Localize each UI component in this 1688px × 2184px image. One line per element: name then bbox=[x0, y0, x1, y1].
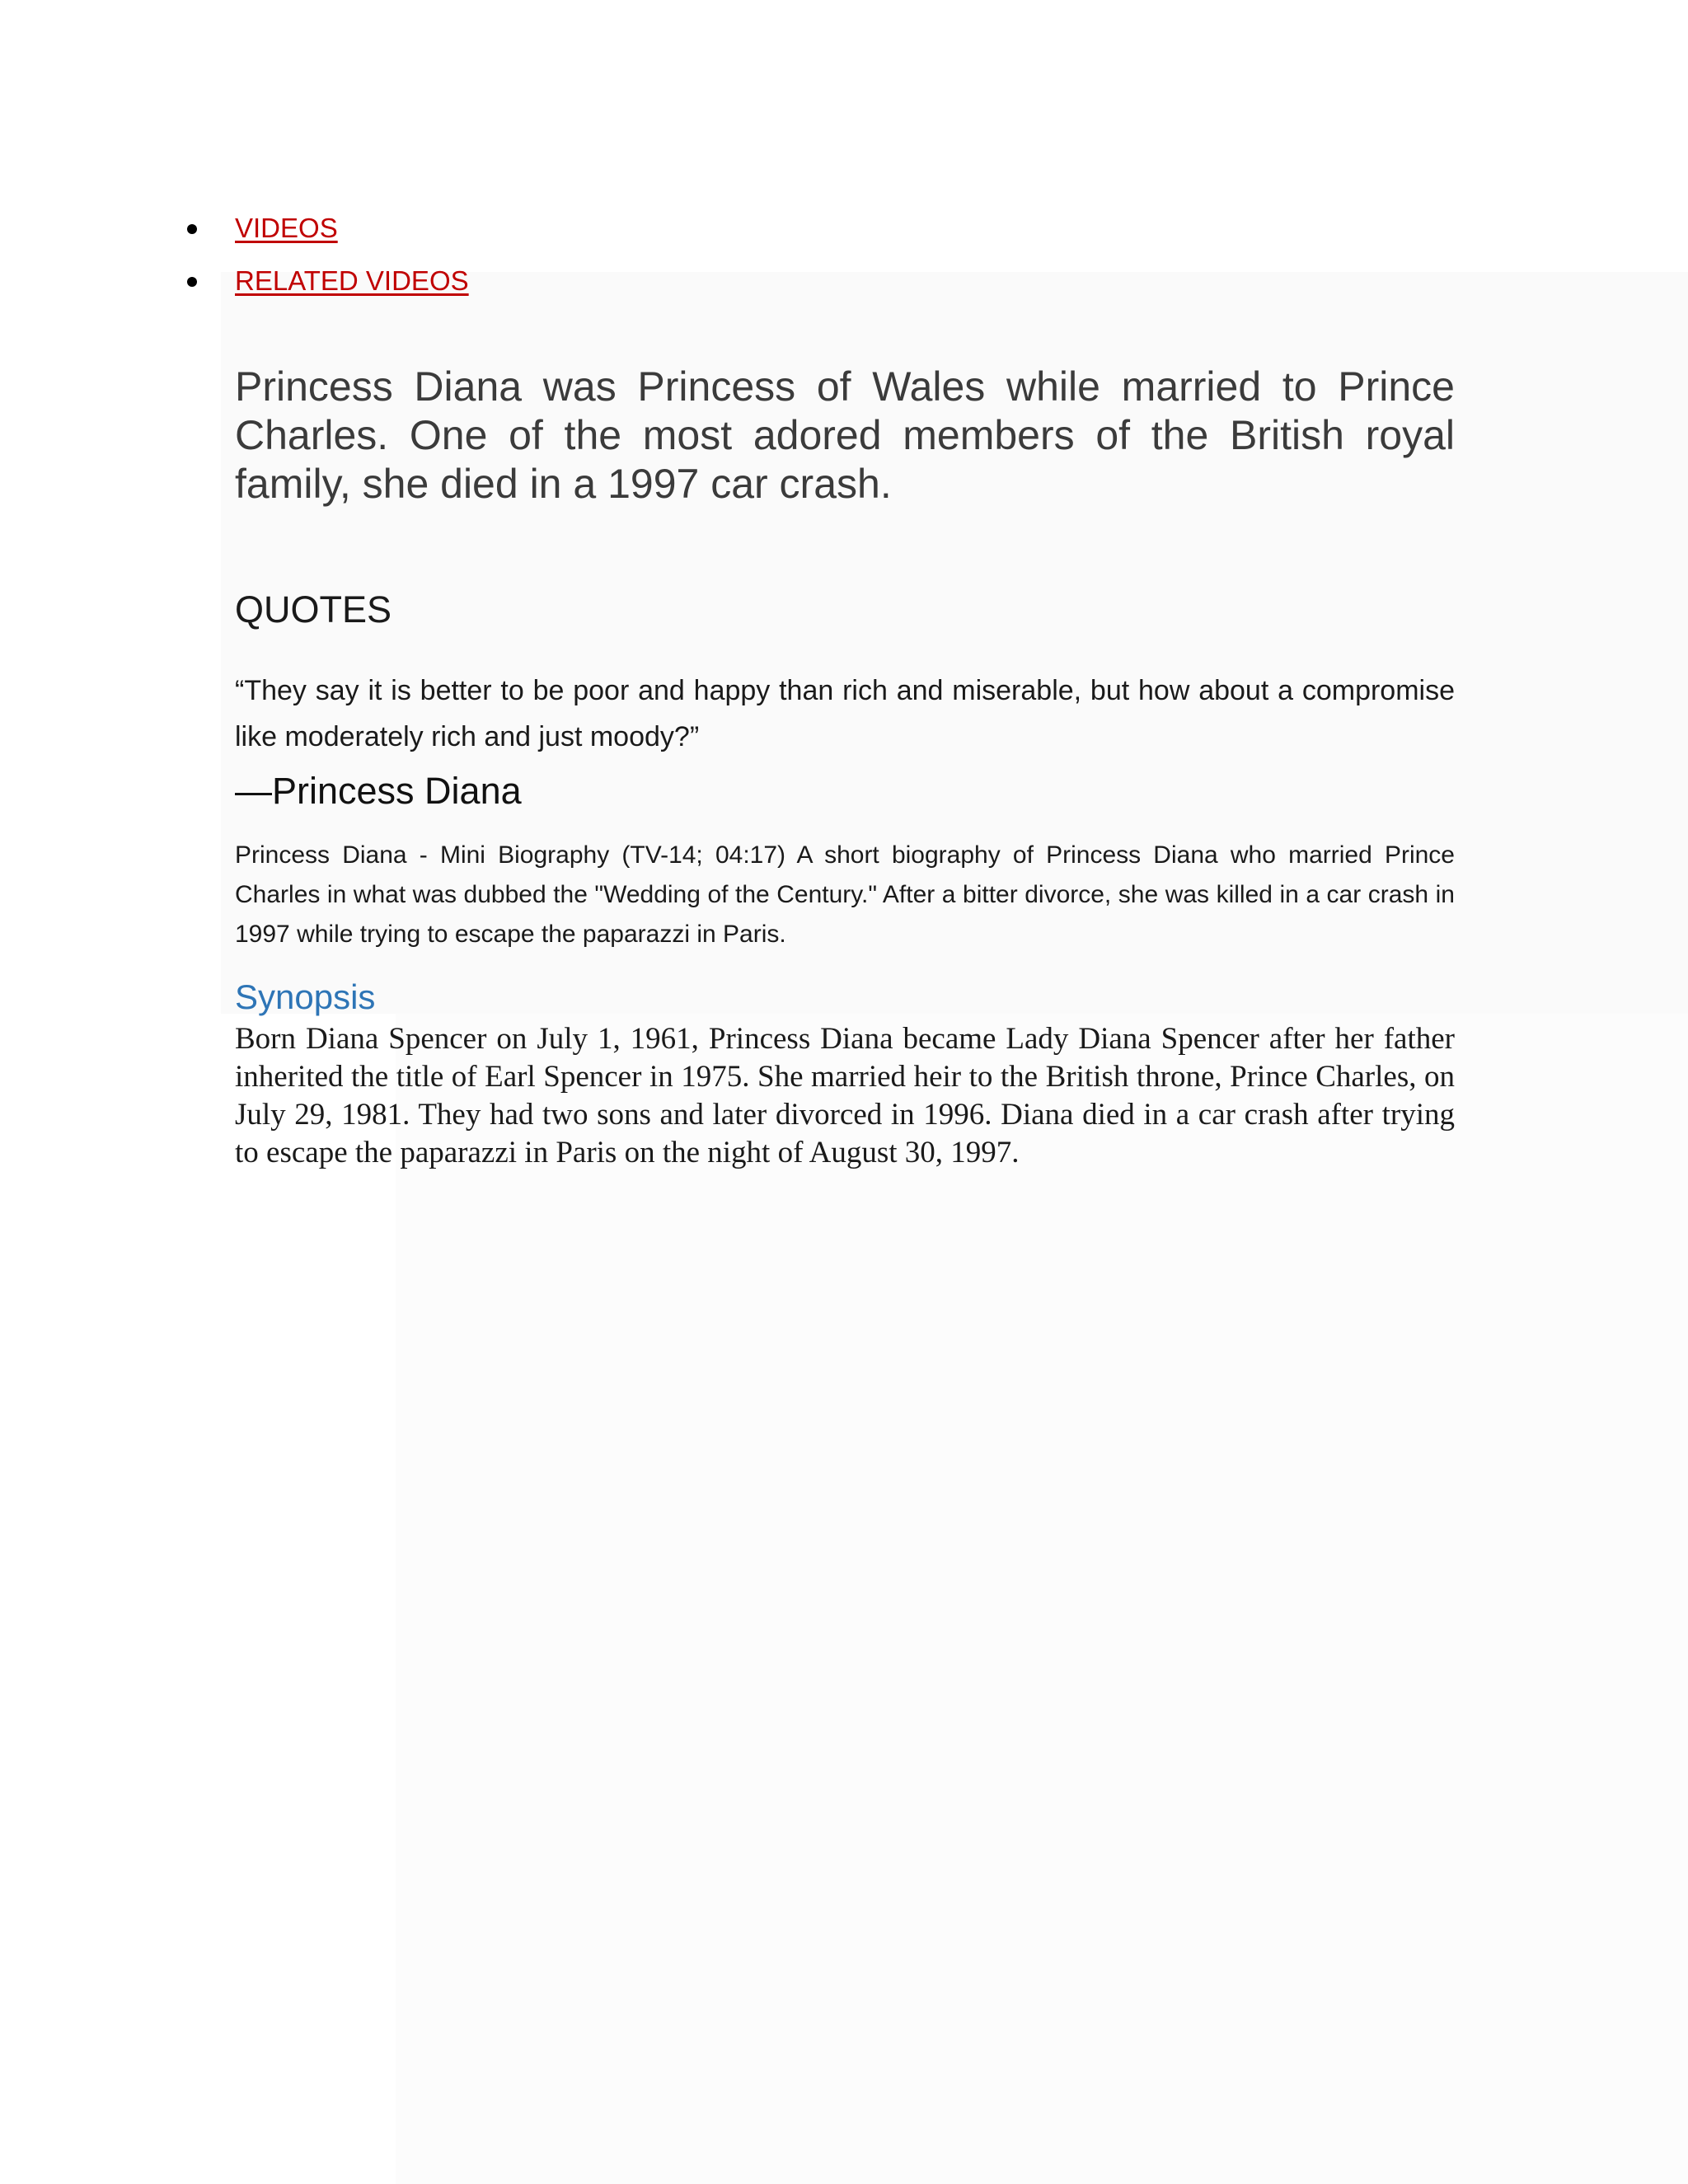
bullet-icon bbox=[187, 224, 197, 234]
quote-author: —Princess Diana bbox=[235, 770, 522, 812]
quotes-heading: QUOTES bbox=[235, 588, 392, 630]
related-videos-link[interactable]: RELATED VIDEOS bbox=[235, 265, 469, 296]
list-item bbox=[235, 208, 469, 260]
video-links-list bbox=[235, 208, 469, 313]
lead-paragraph: Princess Diana was Princess of Wales while married to Prince Charles. One of the most adored members of the British royal family, she died in a 1997 car crash. bbox=[235, 363, 1455, 507]
list-item bbox=[235, 260, 469, 313]
synopsis-text: Born Diana Spencer on July 1, 1961, Princess Diana became Lady Diana Spencer after her father inherited the title of Earl Spencer in 1975. She married heir to the British throne, Prince Charles, on July 29, 1981. They had two sons and later divorced in 1996. Diana died in a car crash after trying to escape the paparazzi in Paris on the night of August 30, 1997. bbox=[235, 1022, 1455, 1169]
videos-link[interactable]: VIDEOS bbox=[235, 213, 338, 243]
quote-text: “They say it is better to be poor and happy than rich and miserable, but how about a compromise like moderately rich and just moody?” bbox=[235, 675, 1455, 752]
video-description: Princess Diana - Mini Biography (TV-14; 04:17) A short biography of Princess Diana who married Prince Charles in what was dubbed the "Wedding of the Century." After a bitter divorce, she was killed in a car crash in 1997 while trying to escape the paparazzi in Paris. bbox=[235, 841, 1455, 948]
synopsis-heading: Synopsis bbox=[235, 977, 376, 1016]
bullet-icon bbox=[187, 277, 197, 287]
page-shading-lower bbox=[396, 1014, 1688, 2184]
